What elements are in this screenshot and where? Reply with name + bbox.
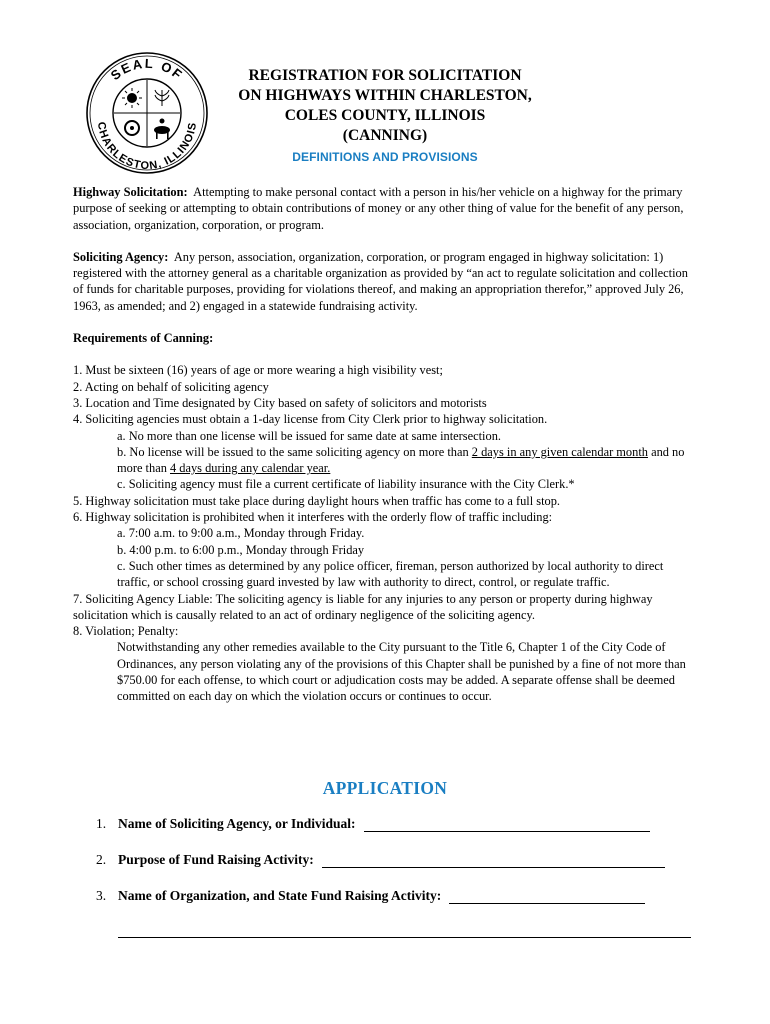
charleston-seal-logo [84, 50, 210, 176]
underlined-text: 4 days during any calendar year. [170, 461, 331, 476]
organization-input-continuation[interactable] [118, 937, 691, 938]
underlined-text: 2 days in any given calendar month [471, 444, 648, 459]
organization-input[interactable] [449, 888, 645, 904]
title-line: COLES COUNTY, ILLINOIS [284, 107, 486, 124]
requirement-subitem: c. Soliciting agency must file a current certificate of liability insurance with the City Clerk.* [117, 477, 575, 492]
definition-highway-solicitation [73, 184, 699, 233]
requirement-subitem: a. 7:00 a.m. to 9:00 a.m., Monday through Friday. [117, 526, 365, 541]
field-label: Name of Organization, and State Fund Raising Activity: [118, 888, 442, 903]
subitem-text: and no more than [117, 444, 685, 476]
requirement-subitem-b [73, 444, 699, 477]
field-number: 3. [96, 888, 107, 903]
definition-term: Soliciting Agency: [73, 249, 169, 264]
definition-soliciting-agency [73, 249, 699, 314]
requirement-item: 6. Highway solicitation is prohibited when it interferes with the orderly flow of traffic including: [73, 510, 553, 525]
document-title [200, 66, 570, 146]
application-field-organization [96, 888, 645, 904]
requirement-item: 5. Highway solicitation must take place during daylight hours when traffic has come to a full stop. [73, 493, 561, 508]
document-subtitle: DEFINITIONS AND PROVISIONS [292, 150, 478, 164]
requirements-heading: Requirements of Canning: [73, 331, 214, 346]
field-label: Purpose of Fund Raising Activity: [118, 852, 314, 867]
agency-name-input[interactable] [364, 816, 650, 832]
definition-text: Any person, association, organization, corporation, or program engaged in highway solicitation: 1) registered with the attorney general as a charitable organization as provided by “an act to regulate solicitation and collection of funds for charitable purposes, providing for violations thereof, and making an appropriation therefor,” approved July 26, 1963, as amended; and 2) engaged in a statewide fundraising activity. [73, 249, 688, 313]
purpose-input[interactable] [322, 852, 665, 868]
requirement-item: 1. Must be sixteen (16) years of age or more wearing a high visibility vest; [73, 363, 443, 378]
field-label: Name of Soliciting Agency, or Individual: [118, 816, 356, 831]
requirement-item: 3. Location and Time designated by City based on safety of solicitors and motorists [73, 395, 487, 410]
field-number: 1. [96, 816, 107, 831]
definition-term: Highway Solicitation: [73, 185, 188, 199]
requirement-subitem: b. 4:00 p.m. to 6:00 p.m., Monday through Friday [117, 542, 365, 557]
application-field-purpose [96, 852, 665, 868]
title-line: (CANNING) [342, 127, 428, 144]
requirement-subitem: c. Such other times as determined by any police officer, fireman, person authorized by local authority to direct traffic, or school crossing guard invested by law with authority to direct, control, or regulate traffic. [117, 558, 664, 590]
document-body [73, 184, 699, 705]
requirement-item: 2. Acting on behalf of soliciting agency [73, 379, 269, 394]
penalty-text: Notwithstanding any other remedies available to the City pursuant to the Title 6, Chapter 1 of the City Code of Ordinances, any person violating any of the provisions of this Chapter shall be punished by a fine of not more than $750.00 for each offense, to which court or adjudication costs may be added. A separate offense shall be deemed committed on each day on which the violation occurs or continues to occur. [117, 640, 686, 704]
title-line: REGISTRATION FOR SOLICITATION [248, 67, 522, 84]
application-heading: APPLICATION [322, 778, 448, 798]
requirement-item: 4. Soliciting agencies must obtain a 1-day license from City Clerk prior to highway solicitation. [73, 412, 548, 427]
subitem-text: b. No license will be issued to the same soliciting agency on more than [117, 444, 472, 459]
svg-text:CHARLESTON, ILLINOIS: CHARLESTON, ILLINOIS [94, 121, 200, 173]
title-line: ON HIGHWAYS WITHIN CHARLESTON, [238, 87, 532, 104]
requirement-item: 8. Violation; Penalty: [73, 624, 179, 639]
requirement-item: 7. Soliciting Agency Liable: The soliciting agency is liable for any injuries to any person or property during highway solicitation which is causally related to an act of ordinary negligence of the soliciting agency. [73, 591, 653, 622]
application-field-agency-name [96, 816, 650, 832]
field-number: 2. [96, 852, 107, 867]
requirement-subitem: a. No more than one license will be issued for same date at same intersection. [117, 428, 501, 443]
definition-text: Attempting to make personal contact with a person in his/her vehicle on a highway for the primary purpose of seeking or attempting to obtain contributions of money or any other thing of value for the benefit of any person, association, organization, corporation, or program. [73, 185, 684, 232]
svg-text:SEAL OF: SEAL OF [107, 55, 187, 84]
